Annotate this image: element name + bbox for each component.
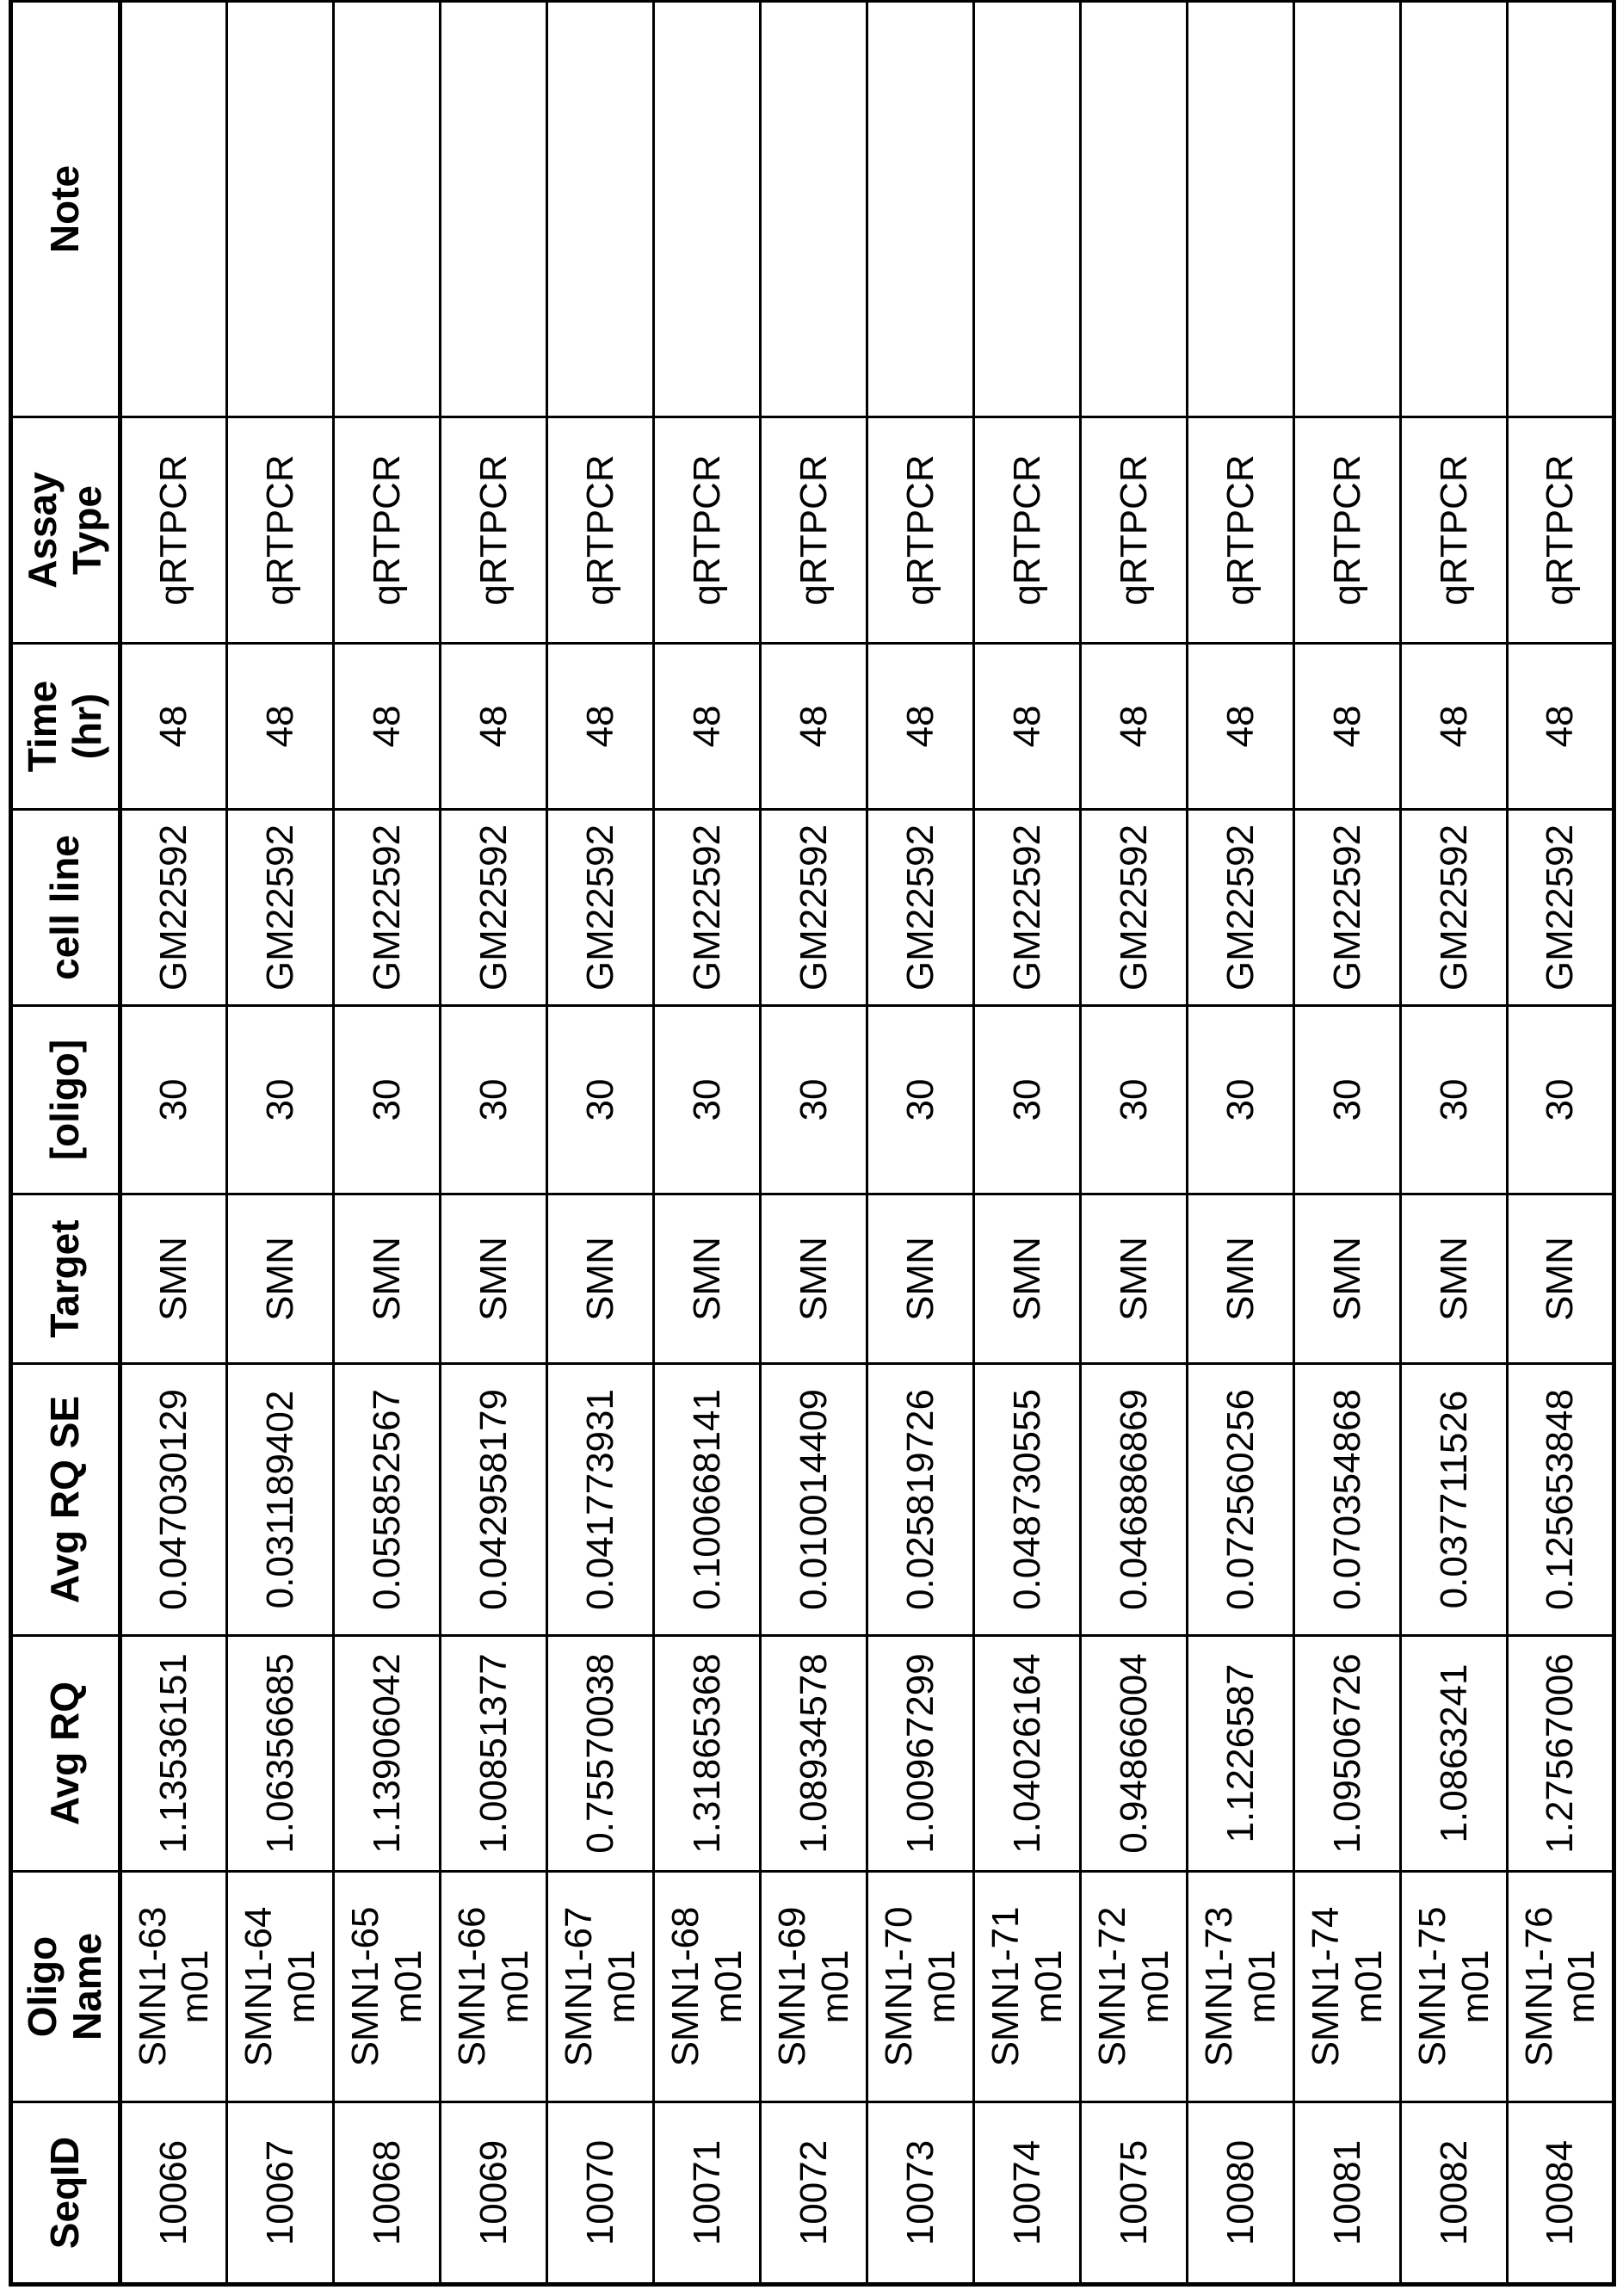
cell-note [334,1,441,417]
cell-avg_rq_se: 0.070354868 [1294,1364,1401,1636]
column-header-note: Note [11,1,120,417]
cell-avg_rq: 1.13906042 [334,1636,441,1872]
cell-time_hr: 48 [1188,644,1294,810]
cell-oligo_conc: 30 [120,1006,227,1194]
cell-note [547,1,654,417]
cell-note [1081,1,1188,417]
cell-target: SMN [654,1194,761,1364]
cell-time_hr: 48 [654,644,761,810]
cell-oligo_conc: 30 [441,1006,547,1194]
cell-assay_type: qRTPCR [1401,417,1508,644]
cell-time_hr: 48 [120,644,227,810]
cell-note [974,1,1081,417]
cell-oligo_name: SMN1-65 m01 [334,1872,441,2102]
column-header-time_hr: Time (hr) [11,644,120,810]
table-row [1294,1,1401,2285]
cell-oligo_name: SMN1-70 m01 [867,1872,974,2102]
cell-seqid: 10067 [227,2102,334,2285]
cell-target: SMN [761,1194,867,1364]
cell-avg_rq_se: 0.037711526 [1401,1364,1508,1636]
cell-time_hr: 48 [1081,644,1188,810]
cell-oligo_conc: 30 [1188,1006,1294,1194]
column-header-avg_rq_se: Avg RQ SE [11,1364,120,1636]
cell-avg_rq: 1.00967299 [867,1636,974,1872]
cell-oligo_name: SMN1-76 m01 [1508,1872,1614,2102]
cell-avg_rq: 1.1226587 [1188,1636,1294,1872]
cell-cell_line: GM22592 [1081,810,1188,1006]
cell-avg_rq_se: 0.048730555 [974,1364,1081,1636]
column-header-seqid: SeqID [11,2102,120,2285]
cell-oligo_name: SMN1-64 m01 [227,1872,334,2102]
cell-cell_line: GM22592 [334,810,441,1006]
cell-assay_type: qRTPCR [1508,417,1614,644]
cell-cell_line: GM22592 [441,810,547,1006]
cell-note [761,1,867,417]
cell-avg_rq_se: 0.125653848 [1508,1364,1614,1636]
cell-seqid: 10073 [867,2102,974,2285]
cell-oligo_name: SMN1-72 m01 [1081,1872,1188,2102]
cell-seqid: 10066 [120,2102,227,2285]
cell-target: SMN [1188,1194,1294,1364]
cell-seqid: 10069 [441,2102,547,2285]
cell-target: SMN [441,1194,547,1364]
cell-cell_line: GM22592 [547,810,654,1006]
cell-note [654,1,761,417]
table-body [120,1,1614,2285]
cell-cell_line: GM22592 [974,810,1081,1006]
cell-assay_type: qRTPCR [1294,417,1401,644]
cell-avg_rq: 0.75570038 [547,1636,654,1872]
table-row [1081,1,1188,2285]
cell-avg_rq: 1.08934578 [761,1636,867,1872]
cell-oligo_conc: 30 [1081,1006,1188,1194]
cell-seqid: 10080 [1188,2102,1294,2285]
cell-time_hr: 48 [334,644,441,810]
cell-target: SMN [334,1194,441,1364]
table-row [120,1,227,2285]
cell-time_hr: 48 [761,644,867,810]
cell-avg_rq_se: 0.055852567 [334,1364,441,1636]
cell-oligo_conc: 30 [974,1006,1081,1194]
cell-oligo_name: SMN1-69 m01 [761,1872,867,2102]
cell-oligo_conc: 30 [227,1006,334,1194]
cell-seqid: 10082 [1401,2102,1508,2285]
cell-avg_rq_se: 0.041773931 [547,1364,654,1636]
cell-seqid: 10081 [1294,2102,1401,2285]
cell-oligo_name: SMN1-68 m01 [654,1872,761,2102]
cell-assay_type: qRTPCR [547,417,654,644]
cell-oligo_conc: 30 [1401,1006,1508,1194]
cell-target: SMN [227,1194,334,1364]
cell-oligo_name: SMN1-73 m01 [1188,1872,1294,2102]
cell-time_hr: 48 [227,644,334,810]
cell-avg_rq_se: 0.042958179 [441,1364,547,1636]
cell-assay_type: qRTPCR [761,417,867,644]
table-row [227,1,334,2285]
cell-oligo_conc: 30 [547,1006,654,1194]
cell-oligo_name: SMN1-74 m01 [1294,1872,1401,2102]
column-header-target: Target [11,1194,120,1364]
cell-time_hr: 48 [547,644,654,810]
cell-oligo_name: SMN1-66 m01 [441,1872,547,2102]
cell-assay_type: qRTPCR [867,417,974,644]
cell-oligo_name: SMN1-67 m01 [547,1872,654,2102]
cell-avg_rq: 1.09506726 [1294,1636,1401,1872]
cell-target: SMN [547,1194,654,1364]
cell-avg_rq: 1.0863241 [1401,1636,1508,1872]
cell-target: SMN [1401,1194,1508,1364]
cell-oligo_name: SMN1-75 m01 [1401,1872,1508,2102]
cell-avg_rq: 1.04026164 [974,1636,1081,1872]
cell-note [1401,1,1508,417]
table-header-row [11,1,120,2285]
cell-target: SMN [1508,1194,1614,1364]
cell-oligo_conc: 30 [1294,1006,1401,1194]
cell-seqid: 10075 [1081,2102,1188,2285]
cell-cell_line: GM22592 [227,810,334,1006]
table-row [547,1,654,2285]
cell-target: SMN [974,1194,1081,1364]
cell-assay_type: qRTPCR [441,417,547,644]
cell-oligo_conc: 30 [654,1006,761,1194]
table-row [1508,1,1614,2285]
cell-oligo_name: SMN1-63 m01 [120,1872,227,2102]
cell-oligo_conc: 30 [1508,1006,1614,1194]
cell-avg_rq: 0.94866004 [1081,1636,1188,1872]
cell-assay_type: qRTPCR [974,417,1081,644]
table-row [1401,1,1508,2285]
cell-time_hr: 48 [1508,644,1614,810]
cell-avg_rq: 1.31865368 [654,1636,761,1872]
cell-time_hr: 48 [1294,644,1401,810]
cell-target: SMN [1081,1194,1188,1364]
cell-avg_rq: 1.13536151 [120,1636,227,1872]
cell-avg_rq_se: 0.031189402 [227,1364,334,1636]
cell-time_hr: 48 [441,644,547,810]
cell-time_hr: 48 [867,644,974,810]
cell-cell_line: GM22592 [761,810,867,1006]
cell-seqid: 10074 [974,2102,1081,2285]
cell-oligo_conc: 30 [334,1006,441,1194]
cell-avg_rq_se: 0.047030129 [120,1364,227,1636]
cell-target: SMN [1294,1194,1401,1364]
cell-seqid: 10071 [654,2102,761,2285]
cell-target: SMN [867,1194,974,1364]
cell-seqid: 10068 [334,2102,441,2285]
cell-avg_rq_se: 0.100668141 [654,1364,761,1636]
table-row [1188,1,1294,2285]
cell-assay_type: qRTPCR [1188,417,1294,644]
cell-time_hr: 48 [1401,644,1508,810]
cell-avg_rq_se: 0.046886869 [1081,1364,1188,1636]
cell-avg_rq_se: 0.072560256 [1188,1364,1294,1636]
cell-avg_rq: 1.27567006 [1508,1636,1614,1872]
cell-cell_line: GM22592 [1188,810,1294,1006]
cell-assay_type: qRTPCR [654,417,761,644]
column-header-cell_line: cell line [11,810,120,1006]
column-header-avg_rq: Avg RQ [11,1636,120,1872]
cell-note [1508,1,1614,417]
cell-cell_line: GM22592 [1508,810,1614,1006]
table-row [441,1,547,2285]
cell-cell_line: GM22592 [120,810,227,1006]
cell-note [227,1,334,417]
cell-note [1188,1,1294,417]
table-row [867,1,974,2285]
column-header-assay_type: Assay Type [11,417,120,644]
cell-oligo_conc: 30 [867,1006,974,1194]
cell-note [441,1,547,417]
table-row [974,1,1081,2285]
column-header-oligo_conc: [oligo] [11,1006,120,1194]
cell-cell_line: GM22592 [1401,810,1508,1006]
cell-time_hr: 48 [974,644,1081,810]
cell-cell_line: GM22592 [1294,810,1401,1006]
cell-seqid: 10072 [761,2102,867,2285]
cell-avg_rq: 1.06356685 [227,1636,334,1872]
cell-avg_rq: 1.00851377 [441,1636,547,1872]
cell-target: SMN [120,1194,227,1364]
rotated-table-block [9,3,1612,2287]
cell-oligo_conc: 30 [761,1006,867,1194]
cell-cell_line: GM22592 [654,810,761,1006]
cell-seqid: 10084 [1508,2102,1614,2285]
column-header-oligo_name: Oligo Name [11,1872,120,2102]
cell-note [867,1,974,417]
table-row [654,1,761,2285]
table-row [761,1,867,2285]
cell-note [120,1,227,417]
cell-assay_type: qRTPCR [1081,417,1188,644]
cell-assay_type: qRTPCR [334,417,441,644]
results-table [9,0,1616,2287]
cell-oligo_name: SMN1-71 m01 [974,1872,1081,2102]
table-row [334,1,441,2285]
cell-cell_line: GM22592 [867,810,974,1006]
cell-avg_rq_se: 0.025819726 [867,1364,974,1636]
cell-note [1294,1,1401,417]
cell-assay_type: qRTPCR [120,417,227,644]
cell-seqid: 10070 [547,2102,654,2285]
cell-assay_type: qRTPCR [227,417,334,644]
cell-avg_rq_se: 0.010014409 [761,1364,867,1636]
